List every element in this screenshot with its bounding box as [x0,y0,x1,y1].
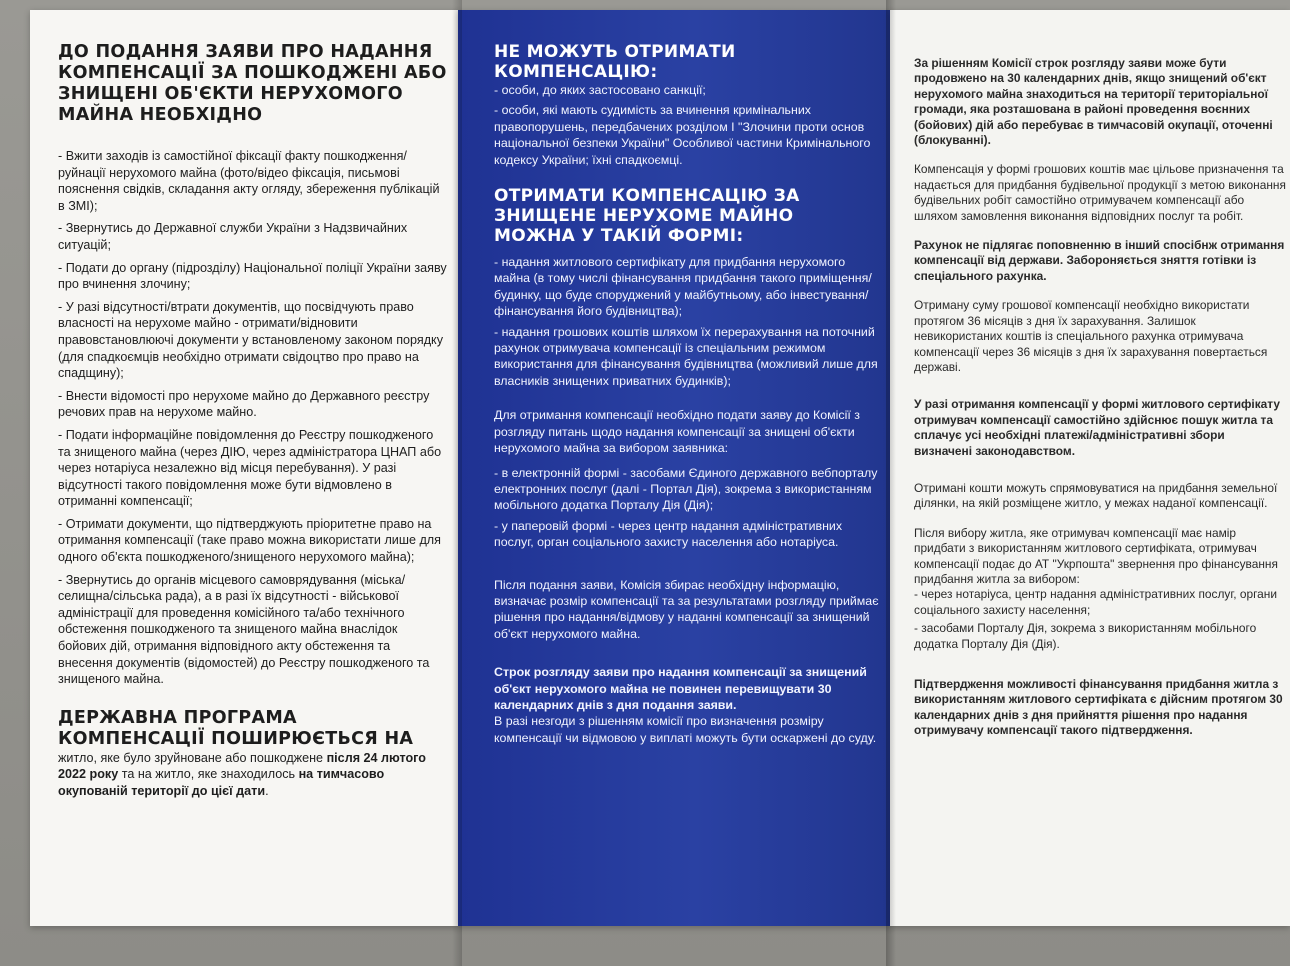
not-eligible-list [494,82,880,168]
list-item: - Вжити заходів із самостійної фіксації факту пошкодження/руйнації нерухомого майна (фото/відео фіксація, письмові пояснення свідків, складання акту огляду, збереження публікацій в ЗМІ); [58,149,440,213]
list-item: - через нотаріуса, центр надання адміністративних послуг, органи соціального захисту населення; [914,587,1277,617]
left-panel-content [58,42,448,800]
list-item: - Подати до органу (підрозділу) Національної поліції України заяву про вчинення злочину; [58,260,447,292]
apply-intro: Для отримання компенсації необхідно подати заяву до Комісії з розгляду питань щодо надання компенсації за знищені об'єкти нерухомого майна за вибором заявника: [494,408,860,456]
list-item: - засобами Порталу Дія, зокрема з використанням мобільного додатка Порталу Дія (Дія). [914,621,1257,651]
list-item: - особи, які мають судимість за вчинення кримінальних правопорушень, передбачених розділом I "Злочини проти основ національної безпеки України" Особливої частини Кримінального кодексу України; їхні спадкоємці. [494,103,871,167]
review-term-bold: Строк розгляду заяви про надання компенсації за знищений об'єкт нерухомого майна не повинен перевищувати 30 календарних днів з дня подання заяви. [494,665,867,712]
fold-shadow [452,0,462,966]
extension-bold: За рішенням Комісії строк розгляду заяви може бути продовжено на 30 календарних днів, якщо знищений об'єкт нерухомого майна знаходиться на території територіальної громади, яка розташована в районі проведення воєнних (бойових) дій або перебуває в тимчасовій окупації, оточенні (блокуванні). [914,56,1273,148]
program-text-part: житло, яке було зруйноване або пошкоджене [58,750,327,765]
financing-methods-list [914,587,1286,652]
after-apply-text: Після подання заяви, Комісія збирає необхідну інформацію, визначає розмір компенсації та за результатами розгляду приймає рішення про надання/відмову у наданні компенсації за знищений об'єкт нерухомого майна. [494,577,879,641]
list-item: - в електронній формі - засобами Єдиного державного вебпорталу електронних послуг (далі - Портал Дія), зокрема з використанням мобільного додатка Порталу Дія (Дія); [494,465,878,513]
not-eligible-title: НЕ МОЖУТЬ ОТРИМАТИ КОМПЕНСАЦІЮ: [494,42,736,82]
program-territory-bold: на тимчасово окупованій території до цієї дати [58,767,385,798]
list-item: - надання житлового сертифікату для придбання нерухомого майна (в тому числі фінансування придбання такого приміщення/будинку, що буде споруджений у майбутньому, або інвестування/фінансування його будівництва); [494,255,872,319]
middle-panel-content [494,42,880,746]
list-item: - У разі відсутності/втрати документів, що посвідчують право власності на нерухоме майно - отримати/відновити правовстановлюючі документи у встановленому законом порядку (для спадкоємців необхідно отримати свідоцтво про право на спадщину); [58,299,444,381]
certificate-bold: У разі отримання компенсації у формі житлового сертифікату отримувач компенсації самостійно здійснює пошук житла та сплачує усі необхідні платежі/адміністративні збори визначені законодавством. [914,397,1281,458]
list-item: - Звернутись до органів місцевого самоврядування (міська/селищна/сільська рада), а в разі їх відсутності - військової адміністрації для проведення комісійного та/або технічного обстеження пошкодженого та знищеного майна внаслідок бойових дій, отримання відповідного акту обстеження та внесення документів (відомостей) до Реєстру пошкодженого та знищеного майна. [58,572,430,687]
list-item: - Внести відомості про нерухоме майно до Державного реєстру речових прав на нерухоме майно. [58,388,430,420]
use-term-text: Отриману суму грошової компенсації необхідно використати протягом 36 місяців з дня їх зарахування. Залишок невикористаних коштів із спеціального рахунка отримувача компенсації через 36 місяців з дня їх зарахування повертається державі. [914,298,1268,374]
purpose-text: Компенсація у формі грошових коштів має цільове призначення та надається для придбання будівельної продукції з метою виконання будівельних робіт самостійно отримувачем компенсації або шляхом замовлення виконання відповідних послуг та робіт. [914,162,1286,223]
apply-methods-list [494,465,880,551]
left-title: ДО ПОДАННЯ ЗАЯВИ ПРО НАДАННЯ КОМПЕНСАЦІЇ ЗА ПОШКОДЖЕНІ АБО ЗНИЩЕНІ ОБ'ЄКТИ НЕРУХОМОГО МАЙНА НЕОБХІДНО [58,42,447,125]
right-panel-content [914,56,1286,739]
program-title: ДЕРЖАВНА ПРОГРАМА КОМПЕНСАЦІЇ ПОШИРЮЄТЬСЯ НА [58,707,414,749]
list-item: - Звернутись до Державної служби України з Надзвичайних ситуацій; [58,221,408,252]
program-text [58,750,448,800]
compensation-form-title: ОТРИМАТИ КОМПЕНСАЦІЮ ЗА ЗНИЩЕНЕ НЕРУХОМЕ МАЙНО МОЖНА У ТАКІЙ ФОРМІ: [494,186,800,247]
middle-panel [458,10,890,926]
account-bold: Рахунок не підлягає поповненню в інший спосібнж отримання компенсації від держави. Забороняється зняття готівки із спеціального рахунка. [914,238,1285,283]
list-item: - у паперовій формі - через центр надання адміністративних послуг, орган соціального захисту населення або нотаріуса. [494,518,843,550]
program-text-part: та на житло, яке знаходилось [118,767,299,782]
list-item: - особи, до яких застосовано санкції; [494,83,706,97]
land-text: Отримані кошти можуть спрямовуватися на придбання земельної ділянки, на якій розміщене житло, у межах наданої компенсації. [914,480,1278,511]
left-requirements-list [58,148,448,688]
left-panel [30,10,458,926]
list-item: - Подати інформаційне повідомлення до Реєстру пошкодженого та знищеного майна (через ДІЮ, через адміністратора ЦНАП або через нотаріуса незалежно від місця перебування). У разі відсутності такого повідомлення може бути відмовлено в отриманні компенсації; [58,427,442,509]
compensation-form-list [494,254,880,389]
list-item: - Отримати документи, що підтверджують пріоритетне право на отримання компенсації (таке право можна використати лише для одного об'єкта пошкодженого/знищеного нерухомого майна); [58,516,441,565]
program-date-bold: після 24 лютого 2022 року [58,750,426,782]
right-panel [890,10,1290,926]
fold-shadow [886,0,896,966]
list-item: - надання грошових коштів шляхом їх перерахування на поточний рахунок отримувача компенсації із спеціальним режимом використання для фінансування будівництва (можливий лише для власників знищених приватних будинків); [494,324,878,388]
program-text-part: . [265,784,269,798]
after-choice-text: Після вибору житла, яке отримувач компенсації має намір придбати з використанням житлового сертифіката, отримувач компенсації подає до АТ "Укрпошта" звернення про фінансування придбання житла за вибором: [914,525,1278,586]
appeal-text: В разі незгоди з рішенням комісії про визначення розміру компенсації чи відмовою у виплаті можуть бути оскаржені до суду. [494,714,877,745]
confirmation-bold: Підтвердження можливості фінансування придбання житла з використанням житлового сертифіката є дійсним протягом 30 календарних днів з дня прийняття рішення про надання отримувачу компенсації такого підтвердження. [914,677,1283,738]
